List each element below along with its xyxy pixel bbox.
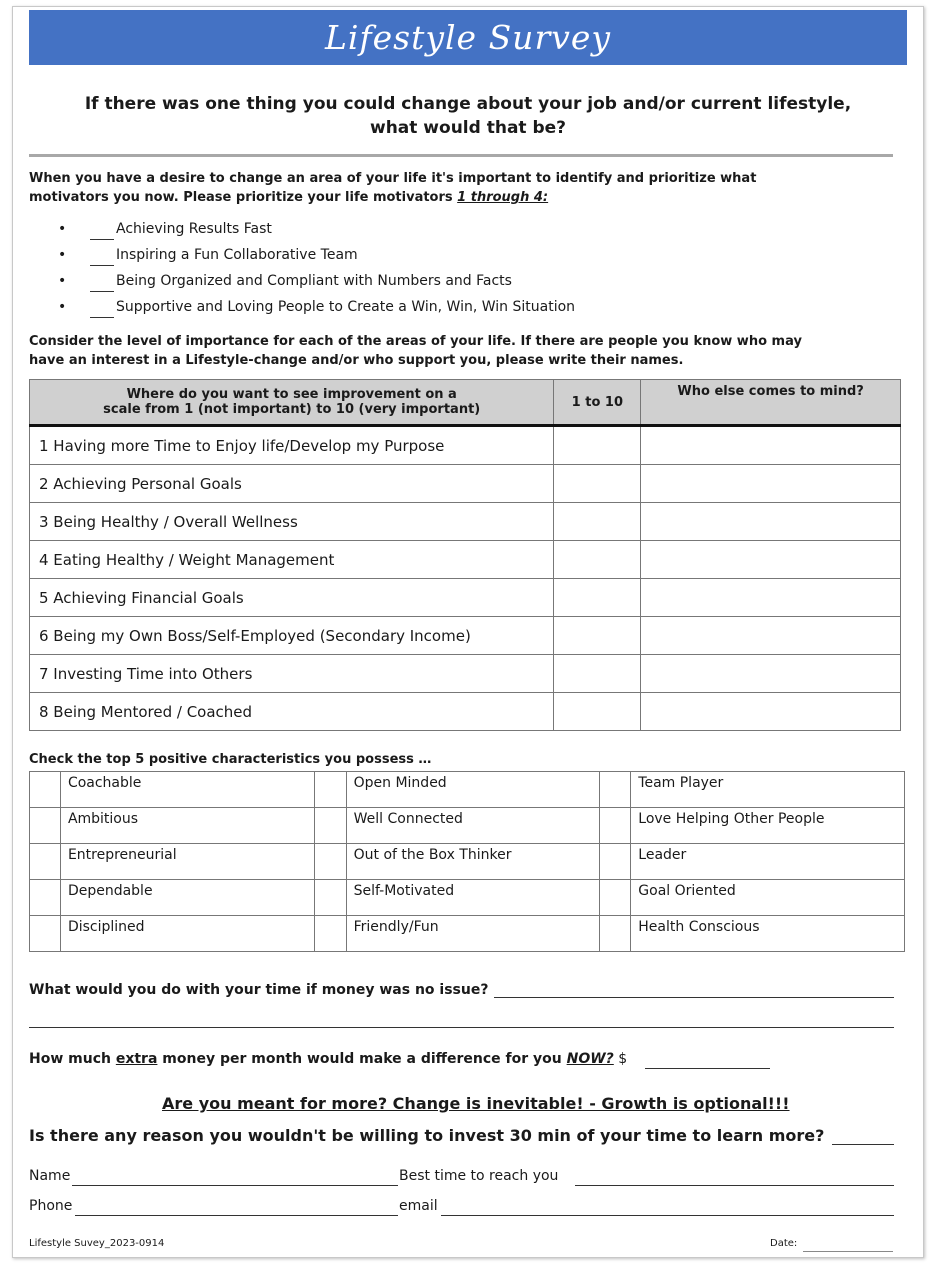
characteristic-label: Dependable (60, 880, 314, 916)
area-label: 3 Being Healthy / Overall Wellness (30, 503, 554, 541)
characteristic-label: Health Conscious (631, 916, 905, 952)
name-field[interactable] (72, 1185, 398, 1186)
money-question-pre: How much (29, 1051, 116, 1067)
intro-line1: When you have a desire to change an area of your life it's important to identify and prioritize what (29, 171, 757, 186)
rating-cell[interactable] (554, 655, 641, 693)
names-cell[interactable] (641, 579, 901, 617)
table-row (30, 541, 901, 579)
motivator-label: Inspiring a Fun Collaborative Team (116, 247, 358, 263)
money-question (29, 1051, 627, 1067)
checkbox[interactable] (600, 880, 631, 916)
checkbox[interactable] (30, 772, 61, 808)
names-cell[interactable] (641, 617, 901, 655)
motivator-item[interactable] (58, 219, 575, 245)
characteristic-label: Disciplined (60, 916, 314, 952)
checkbox[interactable] (314, 808, 346, 844)
motivator-label: Being Organized and Compliant with Numbers and Facts (116, 273, 512, 289)
invest-question: Is there any reason you wouldn't be willing to invest 30 min of your time to learn more? (29, 1126, 825, 1145)
characteristic-label: Coachable (60, 772, 314, 808)
checkbox[interactable] (600, 916, 631, 952)
intro-line2-text: motivators you now. Please prioritize your life motivators (29, 190, 458, 205)
checkbox[interactable] (30, 808, 61, 844)
checkbox[interactable] (600, 772, 631, 808)
table-row (30, 503, 901, 541)
footer-date-label: Date: (770, 1238, 798, 1249)
characteristic-label: Leader (631, 844, 905, 880)
rating-cell[interactable] (554, 693, 641, 731)
area-label: 6 Being my Own Boss/Self-Employed (Secondary Income) (30, 617, 554, 655)
money-question-now: NOW? (566, 1051, 614, 1067)
main-question-line2: what would that be? (369, 118, 567, 138)
money-question-extra: extra (115, 1051, 158, 1067)
invest-answer-line[interactable] (832, 1144, 894, 1145)
names-cell[interactable] (641, 655, 901, 693)
rating-cell[interactable] (554, 465, 641, 503)
table-row (30, 916, 905, 952)
best-time-field[interactable] (575, 1185, 894, 1186)
table-row (30, 880, 905, 916)
header-rating: 1 to 10 (554, 380, 641, 426)
names-cell[interactable] (641, 426, 901, 465)
area-label: 1 Having more Time to Enjoy life/Develop my Purpose (30, 426, 554, 465)
header-who-else: Who else comes to mind? (641, 380, 901, 426)
characteristic-label: Friendly/Fun (346, 916, 600, 952)
names-cell[interactable] (641, 465, 901, 503)
importance-table (29, 379, 901, 731)
checkbox[interactable] (314, 772, 346, 808)
table-row (30, 617, 901, 655)
characteristic-label: Goal Oriented (631, 880, 905, 916)
checkbox[interactable] (314, 916, 346, 952)
importance-table-header (30, 380, 901, 426)
money-question-mid: money per month would make a difference for you (157, 1051, 567, 1067)
area-label: 7 Investing Time into Others (30, 655, 554, 693)
names-cell[interactable] (641, 541, 901, 579)
table-row (30, 579, 901, 617)
characteristic-label: Entrepreneurial (60, 844, 314, 880)
motivator-label: Achieving Results Fast (116, 221, 272, 237)
checkbox[interactable] (30, 880, 61, 916)
area-label: 5 Achieving Financial Goals (30, 579, 554, 617)
importance-intro (29, 332, 899, 370)
characteristic-label: Self-Motivated (346, 880, 600, 916)
checkbox[interactable] (30, 916, 61, 952)
motivator-list (58, 219, 575, 323)
area-label: 4 Eating Healthy / Weight Management (30, 541, 554, 579)
phone-label: Phone (29, 1198, 73, 1214)
motivators-intro (29, 169, 899, 207)
time-answer-line-2[interactable] (29, 1027, 894, 1028)
intro-emphasis: 1 through 4: (457, 190, 549, 205)
area-label: 2 Achieving Personal Goals (30, 465, 554, 503)
header-improvement-line2: scale from 1 (not important) to 10 (very important) (103, 402, 481, 417)
importance-intro-line2: have an interest in a Lifestyle-change and/or who support you, please write their names. (29, 353, 684, 368)
characteristic-label: Team Player (631, 772, 905, 808)
motivator-item[interactable] (58, 297, 575, 323)
section-divider (29, 154, 893, 157)
rating-cell[interactable] (554, 579, 641, 617)
table-row (30, 693, 901, 731)
phone-field[interactable] (75, 1215, 398, 1216)
characteristic-label: Well Connected (346, 808, 600, 844)
table-row (30, 655, 901, 693)
rank-blank[interactable] (90, 271, 114, 292)
characteristics-table (29, 771, 905, 952)
names-cell[interactable] (641, 693, 901, 731)
main-question-line1: If there was one thing you could change about your job and/or current lifestyle, (84, 94, 852, 114)
table-row (30, 772, 905, 808)
checkbox[interactable] (30, 844, 61, 880)
rank-blank[interactable] (90, 297, 114, 318)
header-improvement-line1: Where do you want to see improvement on a (126, 387, 457, 402)
rating-cell[interactable] (554, 503, 641, 541)
email-label: email (399, 1198, 438, 1214)
checkbox[interactable] (600, 808, 631, 844)
email-field[interactable] (441, 1215, 894, 1216)
characteristic-label: Ambitious (60, 808, 314, 844)
rating-cell[interactable] (554, 617, 641, 655)
table-row (30, 844, 905, 880)
rank-blank[interactable] (90, 219, 114, 240)
area-label: 8 Being Mentored / Coached (30, 693, 554, 731)
best-time-label: Best time to reach you (399, 1168, 559, 1184)
footer-doc-id: Lifestyle Suvey_2023-0914 (29, 1238, 165, 1249)
survey-title-banner: Lifestyle Survey (29, 10, 907, 65)
motivator-item[interactable] (58, 245, 575, 271)
slogan: Are you meant for more? Change is inevitable! - Growth is optional!!! (162, 1094, 790, 1113)
importance-intro-line1: Consider the level of importance for each of the areas of your life. If there are people you know who may (29, 334, 802, 349)
checkbox[interactable] (600, 844, 631, 880)
rating-cell[interactable] (554, 426, 641, 465)
checkbox[interactable] (314, 844, 346, 880)
money-answer-line[interactable] (645, 1068, 770, 1069)
characteristic-label: Love Helping Other People (631, 808, 905, 844)
intro-line2 (29, 188, 899, 207)
time-question: What would you do with your time if money was no issue? (29, 982, 489, 998)
characteristic-label: Out of the Box Thinker (346, 844, 600, 880)
main-question (29, 92, 907, 140)
rating-cell[interactable] (554, 541, 641, 579)
motivator-item[interactable] (58, 271, 575, 297)
table-row (30, 465, 901, 503)
characteristics-title: Check the top 5 positive characteristics you possess … (29, 752, 432, 767)
characteristic-label: Open Minded (346, 772, 600, 808)
footer-date-field[interactable] (803, 1251, 893, 1252)
currency-symbol: $ (613, 1051, 628, 1067)
table-row (30, 426, 901, 465)
name-label: Name (29, 1168, 71, 1184)
names-cell[interactable] (641, 503, 901, 541)
rank-blank[interactable] (90, 245, 114, 266)
header-improvement (30, 380, 554, 426)
checkbox[interactable] (314, 880, 346, 916)
motivator-label: Supportive and Loving People to Create a Win, Win, Win Situation (116, 299, 576, 315)
table-row (30, 808, 905, 844)
time-answer-line[interactable] (494, 997, 894, 998)
